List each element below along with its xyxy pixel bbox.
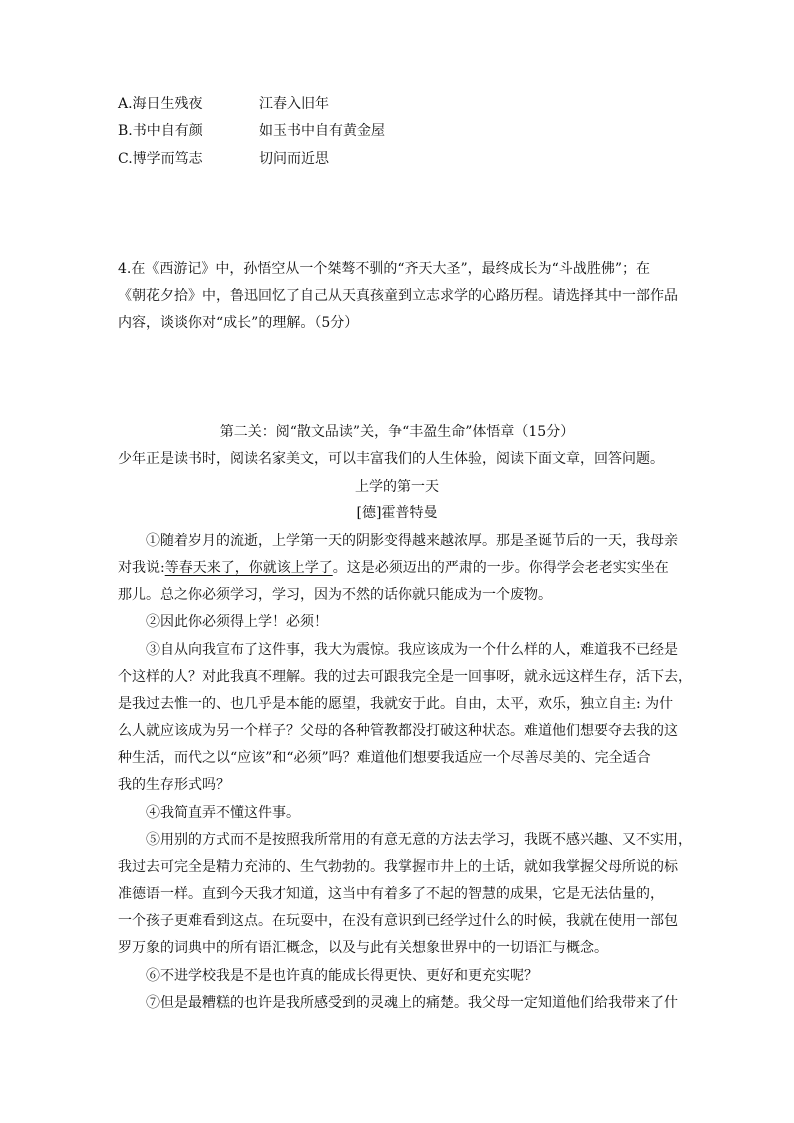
question4-line: 内容，谈谈你对“成长”的理解。（5分）	[118, 315, 359, 331]
question4-line: 《朝花夕拾》中，鲁迅回忆了自己从天真孩童到立志求学的心路历程。请选择其中一部作品	[118, 288, 678, 304]
paragraph-line: ⑥不进学校我是不是也许真的能成长得更快、更好和更充实呢？	[146, 968, 538, 984]
paragraph-line: 我的生存形式吗？	[118, 777, 230, 793]
section-intro: 少年正是读书时，阅读名家美文，可以丰富我们的人生体验，阅读下面文章，回答问题。	[118, 451, 664, 467]
option-c-pair: 切问而近思	[259, 151, 329, 167]
option-b-label: B.书中自有颜	[118, 123, 203, 139]
paragraph-line: 一个孩子更难看到这点。在玩耍中，在没有意识到已经学过什么的时候，我就在使用一部包	[118, 913, 678, 929]
paragraph-line: 种生活，而代之以“应该”和“必须”吗？难道他们想要我适应一个尽善尽美的、完全适合	[118, 750, 651, 766]
paragraph-line: 准德语一样。直到今天我才知道，这当中有着多了不起的智慧的成果，它是无法估量的，	[118, 886, 664, 902]
text-span: 。这是必须迈出的严肃的一步。你得学会老老实实坐在	[332, 560, 669, 576]
text-span: 对我说:	[118, 560, 165, 576]
section-heading: 第二关：阅“散文品读”关，争“丰盈生命”体悟章（15分）	[219, 424, 575, 440]
paragraph-line: ②因此你必须得上学！必须！	[146, 614, 328, 630]
paragraph-line: ③自从向我宣布了这件事，我大为震惊。我应该成为一个什么样的人，难道我不已经是	[146, 642, 678, 658]
option-c-label: C.博学而笃志	[118, 151, 203, 167]
paragraph-line: 是我过去惟一的、也几乎是本能的愿望，我就安于此。自由，太平，欢乐，独立自主: 为什	[118, 696, 674, 712]
paragraph-line: ⑤用别的方式而不是按照我所常用的有意无意的方法去学习，我既不感兴趣、又不实用，	[146, 832, 692, 848]
paragraph-line: ①随着岁月的流逝，上学第一天的阴影变得越来越浓厚。那是圣诞节后的一天，我母亲	[146, 533, 678, 549]
option-a-pair: 江春入旧年	[259, 96, 329, 112]
underlined-phrase: 等春天来了，你就该上学了	[164, 560, 333, 576]
option-a-label: A.海日生残夜	[118, 96, 203, 112]
article-title: 上学的第一天	[355, 479, 439, 495]
paragraph-line: 我过去可完全是精力充沛的、生气勃勃的。我掌握市井上的土话，就如我掌握父母所说的标	[118, 859, 678, 875]
article-author: [德]霍普特曼	[356, 505, 438, 521]
paragraph-line: 么人就应该成为另一个样子？父母的各种管教都没打破这种状态。难道他们想要夺去我的这	[118, 723, 678, 739]
paragraph-line: 罗万象的词典中的所有语汇概念，以及与此有关想象世界中的一切语汇与概念。	[118, 940, 608, 956]
question4-line: 4.在《西游记》中，孙悟空从一个桀骜不驯的“齐天大圣”，最终成长为“斗战胜佛”；在	[118, 261, 650, 277]
paragraph-line: 个这样的人？对此我真不理解。我的过去可跟我完全是一回事呀，就永远这样生存，活下去，	[118, 669, 692, 685]
option-b-pair: 如玉书中自有黄金屋	[259, 123, 385, 139]
paragraph-line: ④我简直弄不懂这件事。	[146, 805, 300, 821]
paragraph-line	[118, 558, 669, 578]
paragraph-line: ⑦但是最糟糕的也许是我所感受到的灵魂上的痛楚。我父母一定知道他们给我带来了什	[146, 995, 678, 1011]
paragraph-line: 那儿。总之你必须学习，学习，因为不然的话你就只能成为一个废物。	[118, 587, 552, 603]
